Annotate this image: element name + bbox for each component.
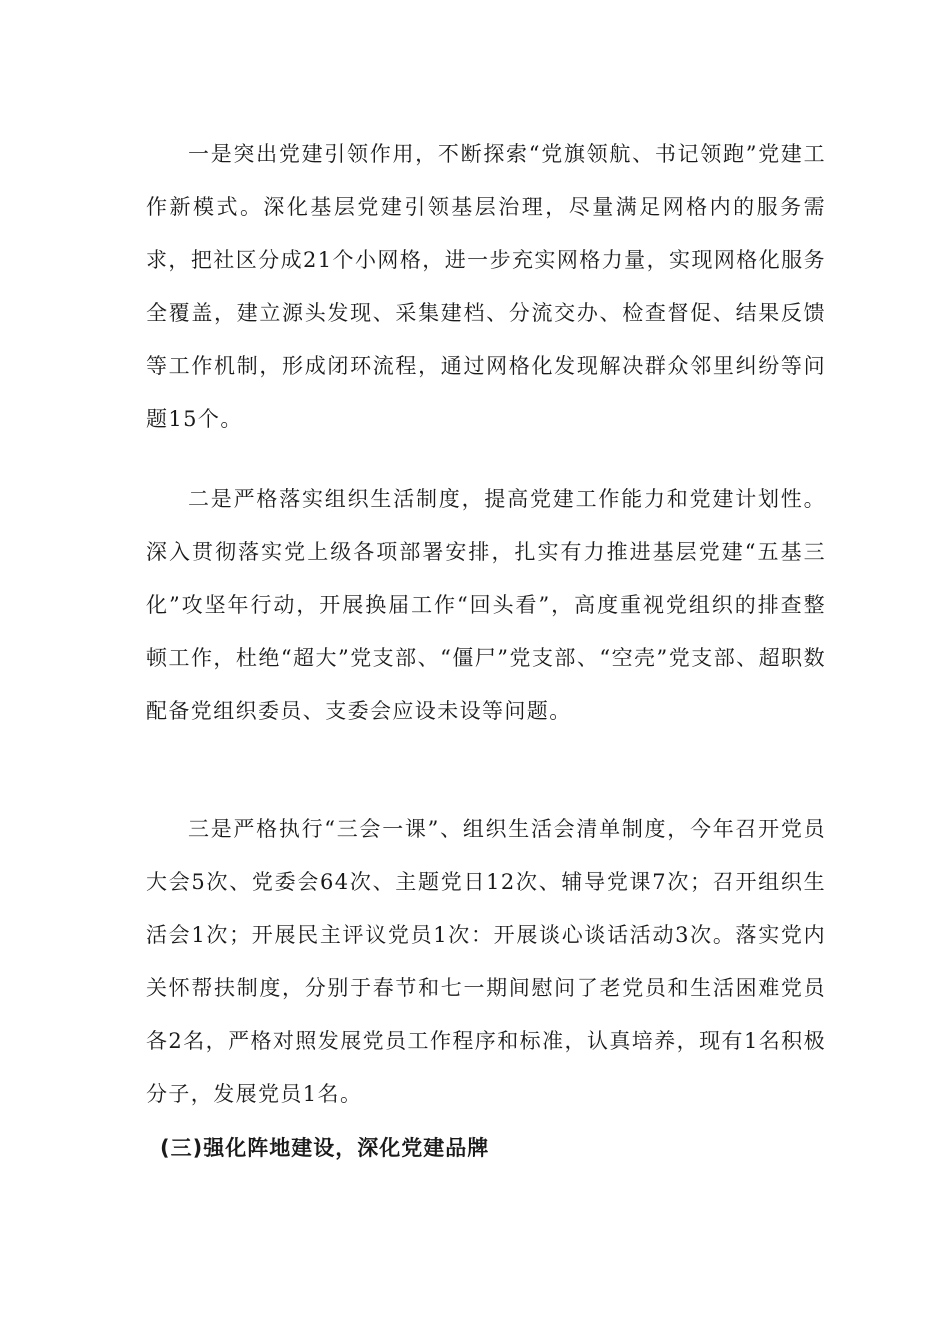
paragraph-meetings-statistics: 三是严格执行“三会一课”、组织生活会清单制度，今年召开党员大会5次、党委会64次、主题党日12次、辅导党课7次；召开组织生活会1次；开展民主评议党员1次：开展谈心谈话活动3次。落实党内关怀帮扶制度，分别于春节和七一期间慰问了老党员和生活困难党员各2名，严格对照发展党员工作程序和标准，认真培养，现有1名积极分子，发展党员1名。 [146,817,826,1106]
paragraph-grid-governance: 一是突出党建引领作用，不断探索“党旗领航、书记领跑”党建工作新模式。深化基层党建引领基层治理，尽量满足网格内的服务需求，把社区分成21个小网格，进一步充实网格力量，实现网格化服务全覆盖，建立源头发现、采集建档、分流交办、检查督促、结果反馈等工作机制，形成闭环流程，通过网格化发现解决群众邻里纠纷等问题15个。 [146,142,826,431]
paragraph-organization-life: 二是严格落实组织生活制度，提高党建工作能力和党建计划性。深入贯彻落实党上级各项部署安排，扎实有力推进基层党建“五基三化”攻坚年行动，开展换届工作“回头看”，高度重视党组织的排查整顿工作，杜绝“超大”党支部、“僵尸”党支部、“空壳”党支部、超职数配备党组织委员、支委会应设未设等问题。 [146,487,826,723]
section-heading: (三)强化阵地建设，深化党建品牌 [160,1136,490,1160]
